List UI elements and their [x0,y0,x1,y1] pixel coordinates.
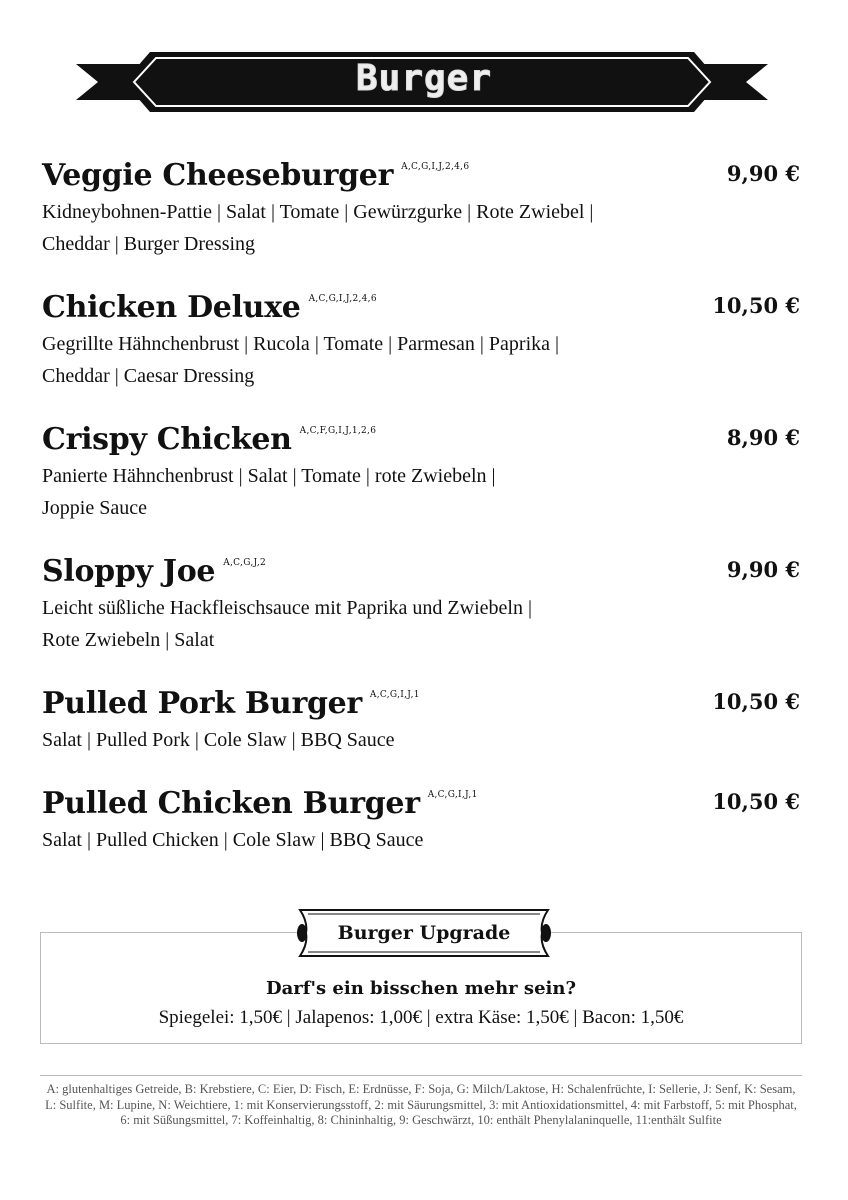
item-description-line: Salat | Pulled Chicken | Cole Slaw | BBQ Sauce [42,829,424,851]
upgrade-title: Burger Upgrade [337,922,511,944]
item-allergens: A,C,G,I,J,1 [369,690,420,700]
item-allergens: A,C,G,I,J,1 [427,790,478,800]
item-description [42,196,662,260]
item-name: Crispy Chicken [42,422,292,457]
item-description-line: Leicht süßliche Hackfleischsauce mit Paprika und Zwiebeln | [42,597,532,619]
footer-divider [40,1075,802,1076]
item-price: 10,50 € [712,689,800,714]
menu-item [42,786,802,856]
menu-item [42,686,802,756]
item-allergens: A,C,F,G,I,J,1,2,6 [299,426,377,436]
menu-item [42,422,802,524]
item-description [42,460,662,524]
menu-item [42,158,802,260]
item-allergens: A,C,G,J,2 [223,558,267,568]
item-allergens: A,C,G,I,J,2,4,6 [401,162,470,172]
menu-item [42,554,802,656]
item-description-line: Kidneybohnen-Pattie | Salat | Tomate | Gewürzgurke | Rote Zwiebel | [42,201,594,223]
page-title: Burger [355,58,493,99]
item-name: Veggie Cheeseburger [42,158,394,193]
item-description-line: Cheddar | Caesar Dressing [42,365,255,387]
item-description-line: Gegrillte Hähnchenbrust | Rucola | Tomate | Parmesan | Paprika | [42,333,560,355]
item-allergens: A,C,G,I,J,2,4,6 [308,294,377,304]
item-description-line: Salat | Pulled Pork | Cole Slaw | BBQ Sauce [42,729,395,751]
allergen-legend: A: glutenhaltiges Getreide, B: Krebstiere, C: Eier, D: Fisch, E: Erdnüsse, F: Soja, G: Milch/Laktose, H: Schalenfrüchte, I: Sellerie, J: Senf, K: Sesam, L: Sulfite, M: Lupine, N: Weichtiere, 1: mit Konservierungsstoff, 2: mit Säurungsmittel, 3: mit Antioxidationsmittel, 4: mit Farbstoff, 5: mit Phosphat, 6: mit Süßungsmittel, 7: Koffeinhaltig, 8: Chininhaltig, 9: Geschwärzt, 10: enthält Phenylalaninquelle, 11:enthält Sulfite [45,1082,797,1127]
item-description-line: Cheddar | Burger Dressing [42,233,256,255]
item-price: 10,50 € [712,789,800,814]
item-description [42,824,662,856]
item-price: 10,50 € [712,293,800,318]
item-description-line: Panierte Hähnchenbrust | Salat | Tomate | rote Zwiebeln | [42,465,496,487]
menu-item [42,290,802,392]
item-description [42,724,662,756]
item-description [42,328,662,392]
item-price: 8,90 € [726,425,800,450]
item-price: 9,90 € [726,557,800,582]
item-price: 9,90 € [726,161,800,186]
upgrade-question: Darf's ein bisschen mehr sein? [266,978,576,999]
upgrade-options: Spiegelei: 1,50€ | Jalapenos: 1,00€ | extra Käse: 1,50€ | Bacon: 1,50€ [158,1007,684,1028]
item-name: Pulled Pork Burger [42,686,362,721]
item-name: Chicken Deluxe [42,290,301,325]
item-description [42,592,662,656]
item-name: Sloppy Joe [42,554,216,589]
item-description-line: Rote Zwiebeln | Salat [42,629,215,651]
item-description-line: Joppie Sauce [42,497,147,519]
item-name: Pulled Chicken Burger [42,786,420,821]
